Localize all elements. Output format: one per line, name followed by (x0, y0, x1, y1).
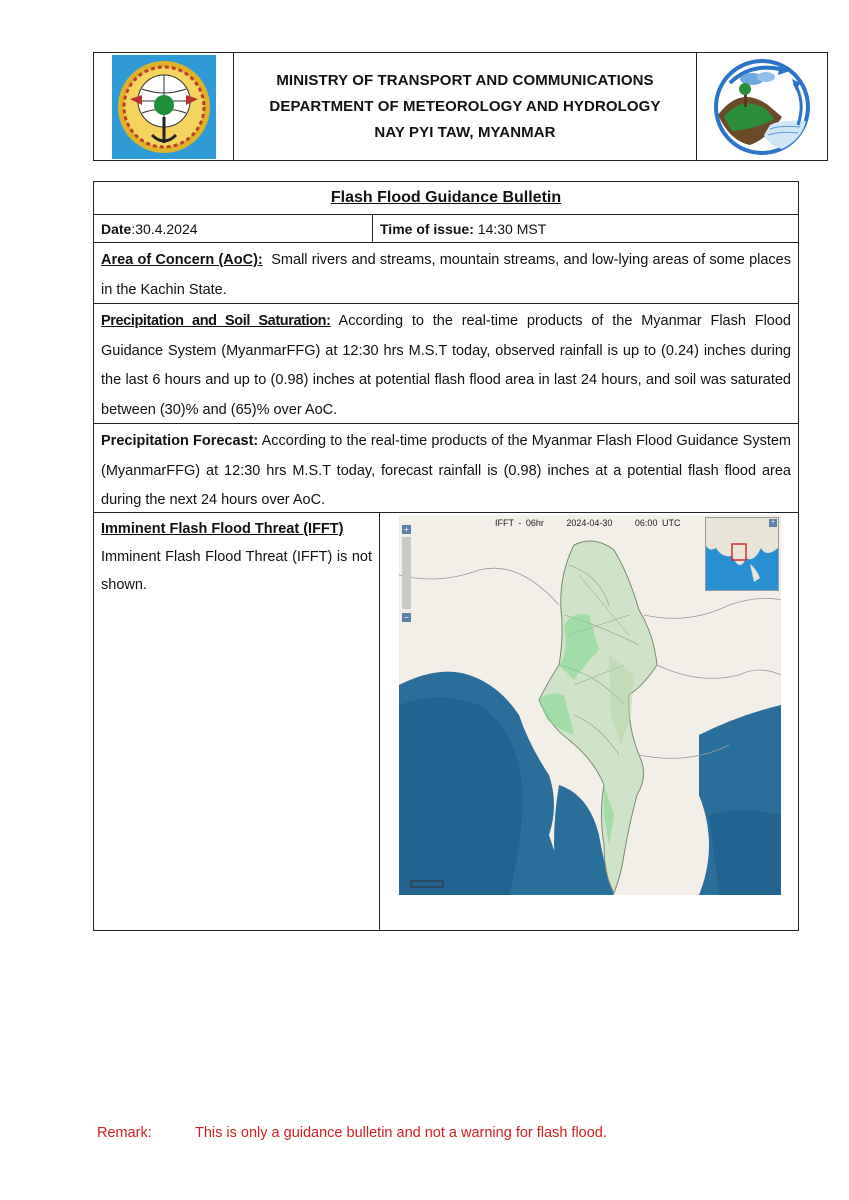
inset-map-graphic (706, 518, 778, 590)
map-date: 2024-04-30 (566, 518, 613, 528)
pf-text: According to the real-time products of the Myanmar Flash Flood Guidance System (MyanmarFFG) at 12:30 hrs M.S.T today, forecast rainfall is (0.98) inches at a potential flash flood area during the next 24 hours over AoC. (101, 433, 792, 508)
bulletin-title: Flash Flood Guidance Bulletin (330, 189, 562, 206)
date-time-row (94, 215, 798, 243)
time-cell (373, 215, 798, 242)
right-logo-cell (696, 53, 827, 160)
ministry-emblem-icon (112, 55, 216, 159)
map-header-label (495, 518, 680, 528)
remark-line (97, 1125, 607, 1141)
hydrological-cycle-icon (710, 55, 814, 159)
ministry-name: MINISTRY OF TRANSPORT AND COMMUNICATIONS (276, 72, 654, 89)
ifft-text: Imminent Flash Flood Threat (IFFT) is not shown. (101, 549, 372, 593)
location-name: NAY PYI TAW, MYANMAR (374, 124, 556, 141)
remark-text: This is only a guidance bulletin and not a warning for flash flood. (195, 1125, 607, 1141)
bulletin-table (93, 181, 799, 931)
bulletin-title-row (94, 182, 798, 215)
ifft-section (94, 513, 798, 931)
map-product: IFFT - 06hr (495, 518, 544, 528)
overview-inset-map[interactable] (705, 517, 779, 591)
zoom-in-button[interactable]: + (402, 525, 411, 534)
date-cell (94, 215, 373, 242)
pf-label: Precipitation Forecast: (101, 433, 259, 449)
precipitation-forecast-section (94, 424, 798, 513)
ifft-text-cell (94, 513, 380, 931)
header-titles (234, 53, 696, 160)
time-value: 14:30 MST (473, 220, 547, 237)
area-of-concern-section (94, 243, 798, 304)
map-time: 06:00 UTC (634, 518, 681, 528)
zoom-out-button[interactable]: − (402, 613, 411, 622)
remark-label: Remark: (97, 1125, 152, 1141)
left-logo-cell (94, 53, 234, 160)
date-label: Date (101, 220, 132, 237)
pss-text: According to the real-time products of the Myanmar Flash Flood Guidance System (MyanmarFFG) at 12:30 hrs M.S.T today, observed rainfall is up to (0.24) inches during the last 6 hours and up to (0.98) inches at potential flash flood area in last 24 hours, and soil was saturated between (30)% and (65)% over AoC. (101, 313, 791, 418)
precipitation-soil-section (94, 304, 798, 424)
time-label: Time of issue: (380, 220, 474, 237)
ifft-label: Imminent Flash Flood Threat (IFFT) (101, 521, 344, 537)
zoom-slider[interactable] (402, 537, 411, 609)
ifft-map-cell (380, 513, 798, 931)
aoc-text: Small rivers and streams, mountain streams, and low-lying areas of some places in the Kachin State. (101, 252, 796, 298)
pss-label: Precipitation and Soil Saturation: (101, 313, 331, 329)
ifft-map[interactable] (399, 515, 781, 895)
department-name: DEPARTMENT OF METEOROLOGY AND HYDROLOGY (269, 98, 661, 115)
inset-expand-button[interactable]: + (770, 519, 776, 526)
date-value: :30.4.2024 (131, 220, 198, 237)
aoc-label: Area of Concern (AoC): (101, 252, 263, 268)
header-table (93, 52, 828, 161)
